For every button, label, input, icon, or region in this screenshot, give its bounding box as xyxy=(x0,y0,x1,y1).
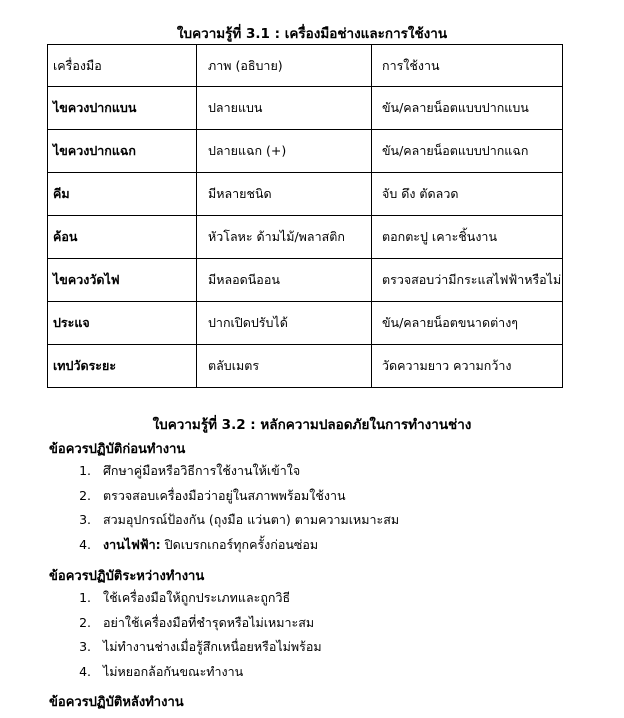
tool-name-cell: ประแจ xyxy=(48,302,197,345)
list-item xyxy=(49,508,399,533)
list-item-text: อย่าใช้เครื่องมือที่ชำรุดหรือไม่เหมาะสม xyxy=(103,614,315,630)
list-item-text: ศึกษาคู่มือหรือวิธีการใช้งานให้เข้าใจ xyxy=(103,463,301,478)
during-work-heading: ข้อควรปฏิบัติระหว่างทำงาน xyxy=(49,569,205,584)
during-work-list xyxy=(49,586,322,684)
list-item xyxy=(49,533,399,558)
tool-usage-cell: วัดความยาว ความกว้าง xyxy=(372,345,563,388)
list-item-number: 3. xyxy=(79,512,91,527)
list-item-number: 1. xyxy=(79,590,91,605)
tool-usage-cell: ตอกตะปู เคาะชิ้นงาน xyxy=(372,216,563,259)
table-row xyxy=(48,173,563,216)
tool-description-cell: มีหลอดนีออน xyxy=(197,259,372,302)
table-row xyxy=(48,87,563,130)
list-item xyxy=(49,459,399,484)
table-header-cell: การใช้งาน xyxy=(372,45,563,87)
list-item-number: 2. xyxy=(79,614,91,630)
tools-table xyxy=(47,44,563,388)
table-row xyxy=(48,130,563,173)
tool-name-cell: ไขควงปากแฉก xyxy=(48,130,197,173)
table-header-row xyxy=(48,45,563,87)
tool-name-cell: คีม xyxy=(48,173,197,216)
list-item-text: ตรวจสอบเครื่องมือว่าอยู่ในสภาพพร้อมใช้งาน xyxy=(103,487,346,503)
tool-name-cell: เทปวัดระยะ xyxy=(48,345,197,388)
before-work-heading: ข้อควรปฏิบัติก่อนทำงาน xyxy=(49,442,186,457)
list-item xyxy=(49,611,322,636)
sheet-3-2-title: ใบความรู้ที่ 3.2 : หลักความปลอดภัยในการทำงานช่าง xyxy=(152,417,472,433)
list-item xyxy=(49,635,322,660)
tool-description-cell: ปลายแฉก (+) xyxy=(197,130,372,173)
after-work-heading: ข้อควรปฏิบัติหลังทำงาน xyxy=(49,695,184,710)
tool-usage-cell: ขัน/คลายน็อตแบบปากแบน xyxy=(372,87,563,130)
table-row xyxy=(48,259,563,302)
table-header-cell: เครื่องมือ xyxy=(48,45,197,87)
tool-usage-cell: ขัน/คลายน็อตขนาดต่างๆ xyxy=(372,302,563,345)
tool-usage-cell: ตรวจสอบว่ามีกระแสไฟฟ้าหรือไม่ xyxy=(372,259,563,302)
list-item-text: ไม่หยอกล้อกันขณะทำงาน xyxy=(103,663,244,679)
list-item-number: 2. xyxy=(79,487,91,503)
table-row xyxy=(48,216,563,259)
tool-description-cell: ตลับเมตร xyxy=(197,345,372,388)
list-item-number: 1. xyxy=(79,463,91,478)
list-item-number: 4. xyxy=(79,663,91,679)
table-row xyxy=(48,345,563,388)
tool-name-cell: ค้อน xyxy=(48,216,197,259)
tool-name-cell: ไขควงปากแบน xyxy=(48,87,197,130)
list-item xyxy=(49,660,322,685)
list-item-number: 3. xyxy=(79,639,91,654)
tool-description-cell: ปากเปิดปรับได้ xyxy=(197,302,372,345)
tool-name-cell: ไขควงวัดไฟ xyxy=(48,259,197,302)
list-item-bold-label: งานไฟฟ้า: xyxy=(103,536,161,552)
list-item xyxy=(49,586,322,611)
tools-table-body xyxy=(48,45,563,388)
list-item xyxy=(49,484,399,509)
list-item-text: ไม่ทำงานช่างเมื่อรู้สึกเหนื่อยหรือไม่พร้อม xyxy=(103,639,322,654)
list-item-number: 4. xyxy=(79,536,91,552)
before-work-list xyxy=(49,459,399,557)
table-row xyxy=(48,302,563,345)
table-header-cell: ภาพ (อธิบาย) xyxy=(197,45,372,87)
tool-description-cell: ปลายแบน xyxy=(197,87,372,130)
list-item-text: ใช้เครื่องมือให้ถูกประเภทและถูกวิธี xyxy=(103,590,291,605)
tool-usage-cell: จับ ดึง ตัดลวด xyxy=(372,173,563,216)
tool-description-cell: มีหลายชนิด xyxy=(197,173,372,216)
tool-description-cell: หัวโลหะ ด้ามไม้/พลาสติก xyxy=(197,216,372,259)
tool-usage-cell: ขัน/คลายน็อตแบบปากแฉก xyxy=(372,130,563,173)
list-item-text: ปิดเบรกเกอร์ทุกครั้งก่อนซ่อม xyxy=(160,536,319,552)
sheet-3-1-title: ใบความรู้ที่ 3.1 : เครื่องมือช่างและการใช้งาน xyxy=(176,26,448,42)
list-item-text: สวมอุปกรณ์ป้องกัน (ถุงมือ แว่นตา) ตามความเหมาะสม xyxy=(103,512,400,527)
